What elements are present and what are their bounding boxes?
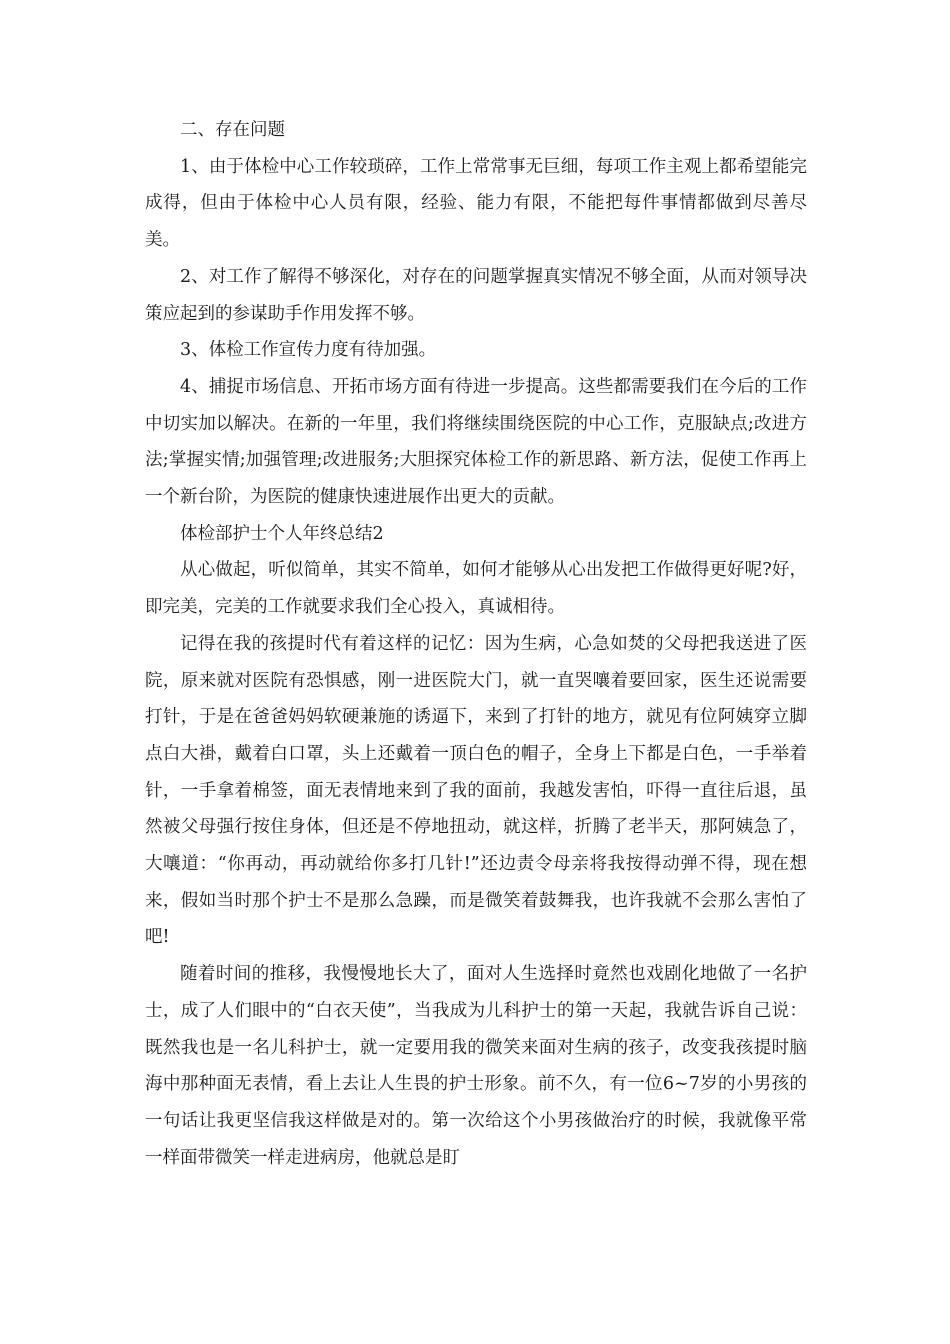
document-body [145, 112, 807, 1176]
paragraph: 3、体检工作宣传力度有待加强。 [180, 340, 437, 361]
paragraph: 记得在我的孩提时代有着这样的记忆：因为生病，心急如焚的父母把我送进了医院，原来就对医院有恐惧感，刚一进医院大门，就一直哭嚷着要回家，医生还说需要打针，于是在爸爸妈妈软硬兼施的诱逼下，来到了打针的地方，就见有位阿姨穿立脚点白大褂，戴着白口罩，头上还戴着一顶白色的帽子，全身上下都是白色，一手举着针，一手拿着棉签，面无表情地来到了我的面前，我越发害怕，吓得一直往后退，虽然被父母强行按住身体，但还是不停地扭动，就这样，折腾了老半天，那阿姨急了，大嚷道：“你再动，再动就给你多打几针!”还边责令母亲将我按得动弹不得，现在想来，假如当时那个护士不是那么急躁，而是微笑着鼓舞我，也许我就不会那么害怕了吧! [145, 633, 807, 948]
section-heading: 二、存在问题 [180, 120, 285, 140]
paragraph: 随着时间的推移，我慢慢地长大了，面对人生选择时竟然也戏剧化地做了一名护士，成了人们眼中的“白衣天使”，当我成为儿科护士的第一天起，我就告诉自己说：既然我也是一名儿科护士，就一定要用我的微笑来面对生病的孩子，改变我孩提时脑海中那种面无表情，看上去让人生畏的护士形象。前不久，有一位6~7岁的小男孩的一句话让我更坚信我这样做是对的。第一次给这个小男孩做治疗的时候，我就像平常一样面带微笑一样走进病房，他就总是盯 [145, 964, 807, 1168]
paragraph: 2、对工作了解得不够深化，对存在的问题掌握真实情况不够全面，从而对领导决策应起到的参谋助手作用发挥不够。 [145, 266, 807, 324]
article-title: 体检部护士个人年终总结2 [180, 523, 384, 544]
paragraph: 1、由于体检中心工作较琐碎，工作上常常事无巨细，每项工作主观上都希望能完成得，但由于体检中心人员有限，经验、能力有限，不能把每件事情都做到尽善尽美。 [145, 156, 807, 251]
paragraph: 4、捕捉市场信息、开拓市场方面有待进一步提高。这些都需要我们在今后的工作中切实加以解决。在新的一年里，我们将继续围绕医院的中心工作，克服缺点;改进方法;掌握实情;加强管理;改进服务;大胆探究体检工作的新思路、新方法，促使工作再上一个新台阶，为医院的健康快速进展作出更大的贡献。 [145, 376, 807, 508]
paragraph: 从心做起，听似简单，其实不简单，如何才能够从心出发把工作做得更好呢?好，即完美，完美的工作就要求我们全心投入，真诚相待。 [145, 560, 807, 618]
